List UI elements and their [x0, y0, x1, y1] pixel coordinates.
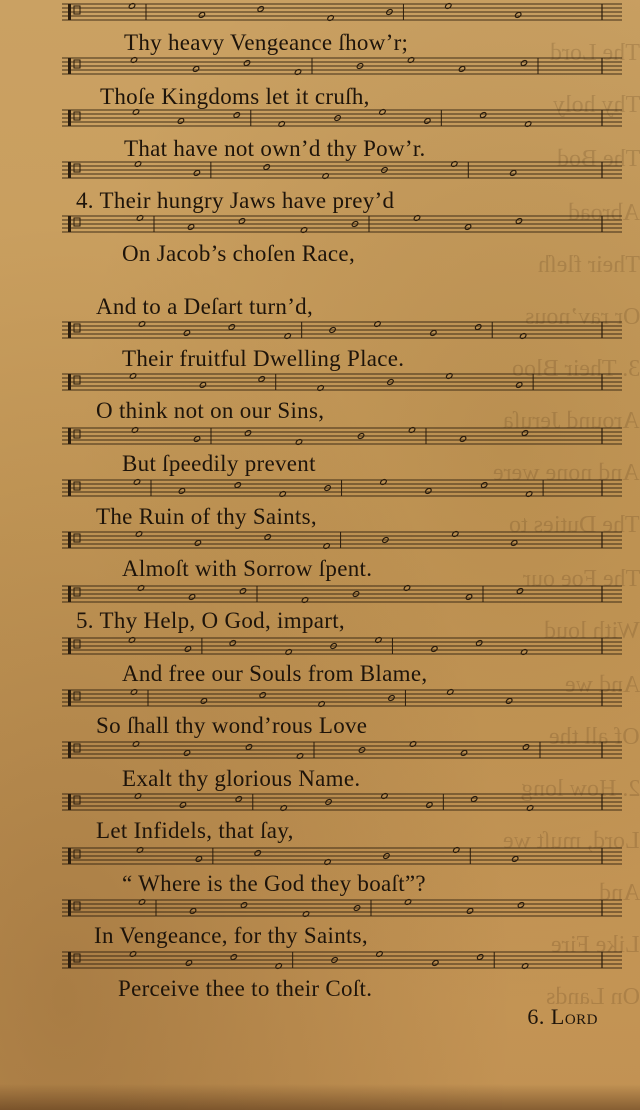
lyric-line: So ſhall thy wond’rous Love [96, 713, 368, 738]
lyric-line: Almoſt with Sorrow ſpent. [122, 556, 373, 581]
music-staff [62, 478, 622, 498]
music-staff [62, 530, 622, 550]
lyric-line: On Jacob’s choſen Race, [122, 241, 355, 266]
lyric-line: O think not on our Sins, [96, 398, 325, 423]
music-staff [62, 898, 622, 918]
lyric-line: 5. Thy Help, O God, impart, [76, 608, 345, 633]
lyric-line: Their fruitful Dwelling Place. [122, 346, 405, 371]
lyric-line: Exalt thy glorious Name. [122, 766, 361, 791]
music-staff [62, 214, 622, 234]
lyric-line: In Vengeance, for thy Saints, [94, 923, 368, 948]
music-staff [62, 372, 622, 392]
lyric-line: Thoſe Kingdoms let it cruſh, [100, 84, 370, 109]
lyric-line: And to a Deſart turn’d, [96, 294, 314, 319]
music-staff [62, 160, 622, 180]
catchword: 6. Lord [527, 1004, 598, 1029]
lyric-line: Perceive thee to their Coſt. [118, 976, 373, 1001]
music-staff [62, 320, 622, 340]
music-staff [62, 636, 622, 656]
lyric-line: “ Where is the God they boaſt”? [122, 871, 426, 896]
lyric-line: But ſpeedily prevent [122, 451, 316, 476]
music-staff [62, 950, 622, 970]
music-staff [62, 108, 622, 128]
page-edge-shadow [0, 1084, 640, 1110]
lyric-line: That have not own’d thy Pow’r. [124, 136, 426, 161]
music-staff [62, 2, 622, 22]
lyric-line: 4. Their hungry Jaws have prey’d [76, 188, 395, 213]
music-staff [62, 846, 622, 866]
music-staff [62, 426, 622, 446]
lyric-line: Let Infidels, that ſay, [96, 818, 294, 843]
music-staff [62, 584, 622, 604]
lyric-line: The Ruin of thy Saints, [96, 504, 317, 529]
music-staff [62, 740, 622, 760]
music-staff [62, 792, 622, 812]
lyric-line: Thy heavy Vengeance ſhow’r; [124, 30, 409, 55]
bleed-through-text: The Lord Thy holy The Bod Abroad Their fleſh Or rav’nous 3. Their Bloo Around Jeruſa And none were The Duties to The Foe our With loud And we Of all the 2. How long Lord, muſt we And Like Fire On Lands [493, 40, 640, 1010]
music-staff [62, 56, 622, 76]
lyric-line: And free our Souls from Blame, [122, 661, 428, 686]
music-staff [62, 688, 622, 708]
